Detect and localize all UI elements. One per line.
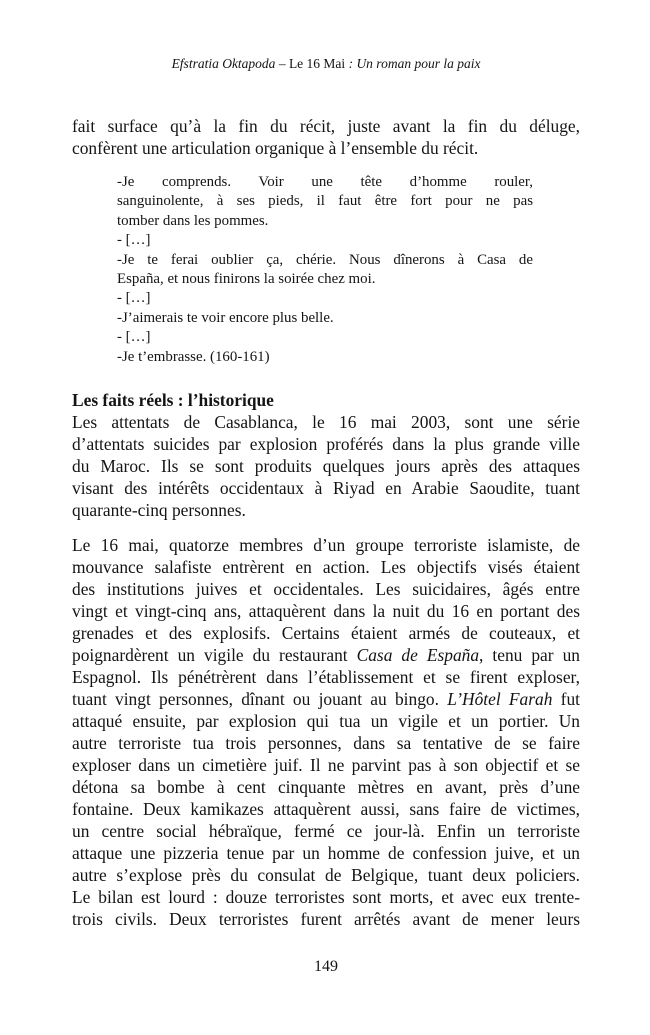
running-header (72, 56, 580, 72)
text-run: fut (552, 689, 581, 709)
quote-line: sanguinolente, à ses pieds, il faut être fort pour ne pas (117, 193, 533, 210)
section-heading: Les faits réels : l’historique (72, 390, 274, 410)
text-line: d’attentats suicides par explosion proférés dans la plus grande ville (72, 434, 580, 454)
quote-line: -Je te ferai oublier ça, chérie. Nous dînerons à Casa de (117, 251, 533, 268)
header-subtitle: Un roman pour la paix (356, 56, 481, 71)
text-run: tuant vingt personnes, dînant ou jouant au bingo. (72, 689, 448, 709)
text-line: un centre social hébraïque, fermé ce jour-là. Enfin un terroriste (72, 821, 580, 841)
header-colon: : (345, 56, 357, 71)
text-line: fontaine. Deux kamikazes attaquèrent aussi, sans faire de victimes, (72, 799, 580, 819)
quote-line: - […] (117, 290, 151, 307)
quote-line: -Je comprends. Voir une tête d’homme rouler, (117, 174, 533, 190)
text-line: grenades et des explosifs. Certains étaient armés de couteaux, et (72, 623, 580, 643)
restaurant-name: Casa de España (356, 645, 480, 665)
text-line: autre s’explose près du consulat de Belgique, tuant deux policiers. (72, 865, 580, 885)
text-line: Le 16 mai, quatorze membres d’un groupe terroriste islamiste, de (72, 535, 580, 555)
quote-line: -J’aimerais te voir encore plus belle. (117, 309, 334, 326)
paragraph-history (72, 411, 580, 521)
text-run: , tenu par un (479, 645, 580, 665)
quote-line: España, et nous finirons la soirée chez moi. (117, 270, 376, 287)
text-line: des institutions juives et occidentales. Les suicidaires, âgés entre (72, 579, 580, 599)
paragraph-attacks (72, 534, 580, 930)
text-run: poignardèrent un vigile du restaurant (72, 645, 357, 665)
text-line: autre terroriste tua trois personnes, dans sa tentative de se faire (72, 733, 580, 753)
text-line: attaque une pizzeria tenue par un homme de confession juive, et un (72, 843, 580, 863)
text-line: confèrent une articulation organique à l’ensemble du récit. (72, 138, 479, 158)
text-line (72, 644, 580, 666)
header-title: Le 16 Mai (288, 56, 346, 71)
text-line: Espagnol. Ils pénétrèrent dans l’établissement et se firent exploser, (72, 667, 580, 687)
text-line: Les attentats de Casablanca, le 16 mai 2003, sont une série (72, 412, 580, 432)
block-quote (117, 173, 533, 367)
quote-line: tomber dans les pommes. (117, 212, 269, 229)
text-line: fait surface qu’à la fin du récit, juste avant la fin du déluge, (72, 116, 580, 136)
quote-line: - […] (117, 232, 151, 249)
intro-paragraph (72, 115, 580, 159)
text-line: attaqué ensuite, par explosion qui tua un vigile et un portier. Un (72, 711, 580, 731)
hotel-name: L’Hôtel Farah (447, 689, 553, 709)
text-line: détona sa bombe à cent cinquante mètres en avant, près d’une (72, 777, 580, 797)
text-line: quarante-cinq personnes. (72, 500, 246, 520)
text-line (72, 688, 580, 710)
header-author: Efstratia Oktapoda (171, 56, 276, 71)
quote-line: -Je t’embrasse. (160-161) (117, 348, 270, 365)
text-line: trois civils. Deux terroristes furent arrêtés avant de mener leurs (72, 909, 580, 929)
text-line: visant des intérêts occidentaux à Riyad en Arabie Saoudite, tuant (72, 478, 580, 498)
text-line: mouvance salafiste entrèrent en action. Les objectifs visés étaient (72, 557, 580, 577)
text-line: exploser dans un cimetière juif. Il ne parvint pas à son objectif et se (72, 755, 580, 775)
page-number: 149 (314, 958, 338, 975)
quote-line: - […] (117, 329, 151, 346)
text-line: du Maroc. Ils se sont produits quelques jours après des attaques (72, 456, 580, 476)
text-line: Le bilan est lourd : douze terroristes sont morts, et avec eux trente- (72, 887, 580, 907)
header-separator: – (275, 56, 289, 71)
text-line: vingt et vingt-cinq ans, attaquèrent dans la nuit du 16 en portant des (72, 601, 580, 621)
